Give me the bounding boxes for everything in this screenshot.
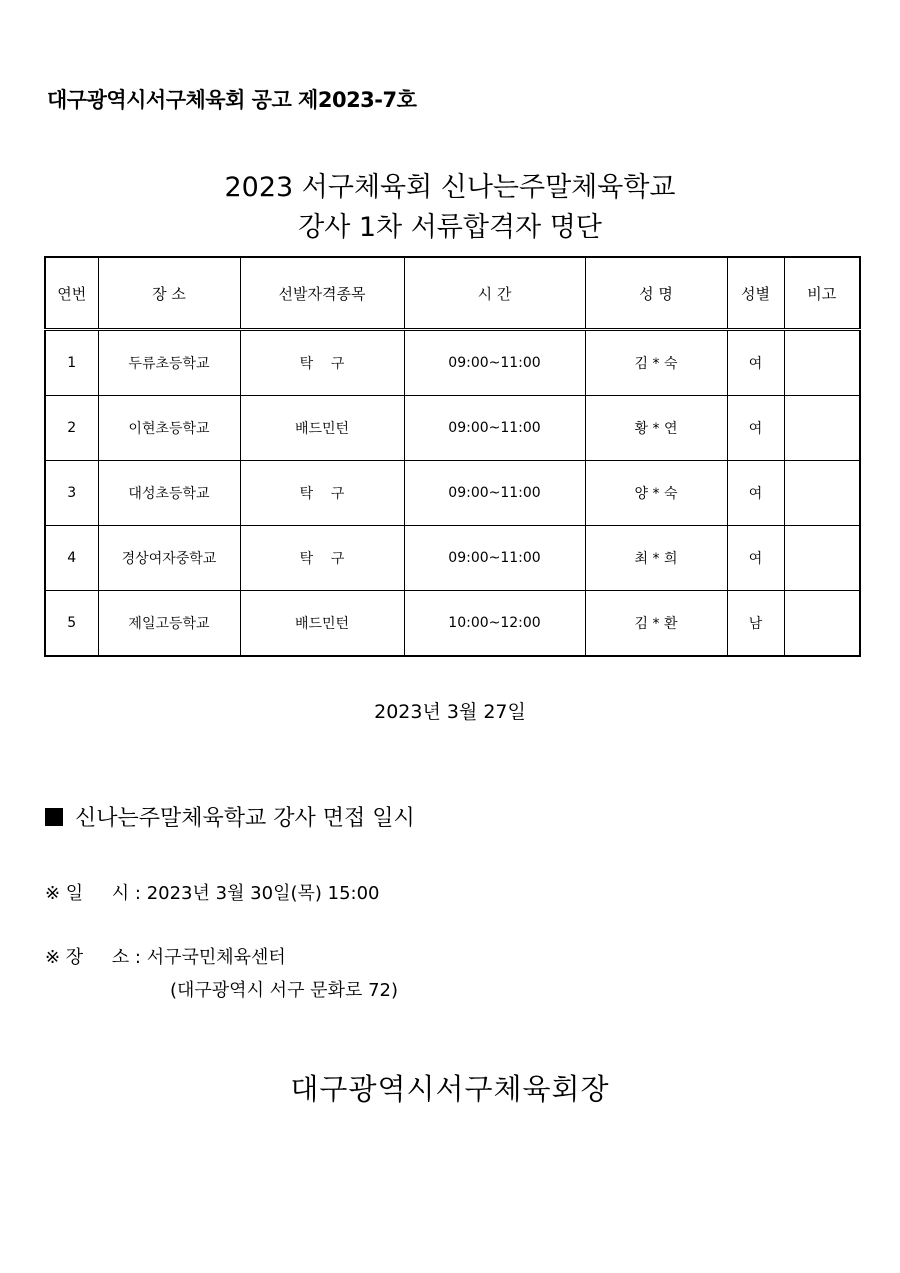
title-line-2: 강사 1차 서류합격자 명단 (298, 212, 602, 243)
document-title (0, 168, 900, 248)
cell-gender: 여 (727, 396, 784, 461)
table-row (45, 330, 860, 396)
cell-time: 09:00~11:00 (404, 330, 585, 396)
cell-number: 4 (45, 526, 98, 591)
cell-location: 이현초등학교 (98, 396, 240, 461)
interview-place-value: 서구국민체육센터 (146, 947, 286, 968)
cell-name: 김 * 숙 (585, 330, 727, 396)
cell-time: 09:00~11:00 (404, 526, 585, 591)
cell-number: 3 (45, 461, 98, 526)
table-row (45, 396, 860, 461)
cell-name: 김 * 환 (585, 591, 727, 657)
cell-name: 최 * 희 (585, 526, 727, 591)
interview-place-row (45, 943, 286, 969)
header-name: 성 명 (585, 257, 727, 330)
cell-remarks (784, 396, 860, 461)
cell-location: 제일고등학교 (98, 591, 240, 657)
table-row (45, 526, 860, 591)
cell-number: 1 (45, 330, 98, 396)
cell-gender: 여 (727, 461, 784, 526)
cell-sport: 탁 구 (240, 461, 404, 526)
interview-time-label: ※ 일 시 : (45, 883, 147, 904)
header-location: 장 소 (98, 257, 240, 330)
header-sport: 선발자격종목 (240, 257, 404, 330)
title-line-1: 2023 서구체육회 신나는주말체육학교 (224, 172, 676, 203)
cell-sport: 탁 구 (240, 526, 404, 591)
cell-time: 09:00~11:00 (404, 461, 585, 526)
notice-number: 대구광역시서구체육회 공고 제2023-7호 (47, 88, 417, 112)
cell-sport: 배드민턴 (240, 396, 404, 461)
cell-name: 황 * 연 (585, 396, 727, 461)
cell-remarks (784, 330, 860, 396)
cell-gender: 남 (727, 591, 784, 657)
cell-time: 10:00~12:00 (404, 591, 585, 657)
cell-sport: 탁 구 (240, 330, 404, 396)
black-square-bullet-icon (45, 808, 63, 826)
table-row (45, 591, 860, 657)
interview-place-label: ※ 장 소 : (45, 947, 147, 968)
header-remarks: 비고 (784, 257, 860, 330)
signature: 대구광역시서구체육회장 (290, 1072, 610, 1106)
interview-address: (대구광역시 서구 문화로 72) (170, 980, 398, 1001)
interview-time-value: 2023년 3월 30일(목) 15:00 (146, 883, 380, 904)
header-number: 연번 (45, 257, 98, 330)
table-header-row (45, 257, 860, 330)
cell-name: 양 * 숙 (585, 461, 727, 526)
applicant-table (44, 256, 861, 657)
cell-gender: 여 (727, 330, 784, 396)
cell-time: 09:00~11:00 (404, 396, 585, 461)
cell-remarks (784, 526, 860, 591)
cell-number: 5 (45, 591, 98, 657)
header-time: 시 간 (404, 257, 585, 330)
cell-number: 2 (45, 396, 98, 461)
announcement-date: 2023년 3월 27일 (374, 701, 526, 723)
cell-remarks (784, 461, 860, 526)
interview-section-heading (45, 801, 415, 832)
cell-location: 경상여자중학교 (98, 526, 240, 591)
cell-location: 대성초등학교 (98, 461, 240, 526)
interview-heading-text: 신나는주말체육학교 강사 면접 일시 (75, 806, 415, 831)
cell-gender: 여 (727, 526, 784, 591)
cell-location: 두류초등학교 (98, 330, 240, 396)
header-gender: 성별 (727, 257, 784, 330)
table-row (45, 461, 860, 526)
interview-time-row (45, 879, 380, 905)
cell-sport: 배드민턴 (240, 591, 404, 657)
cell-remarks (784, 591, 860, 657)
